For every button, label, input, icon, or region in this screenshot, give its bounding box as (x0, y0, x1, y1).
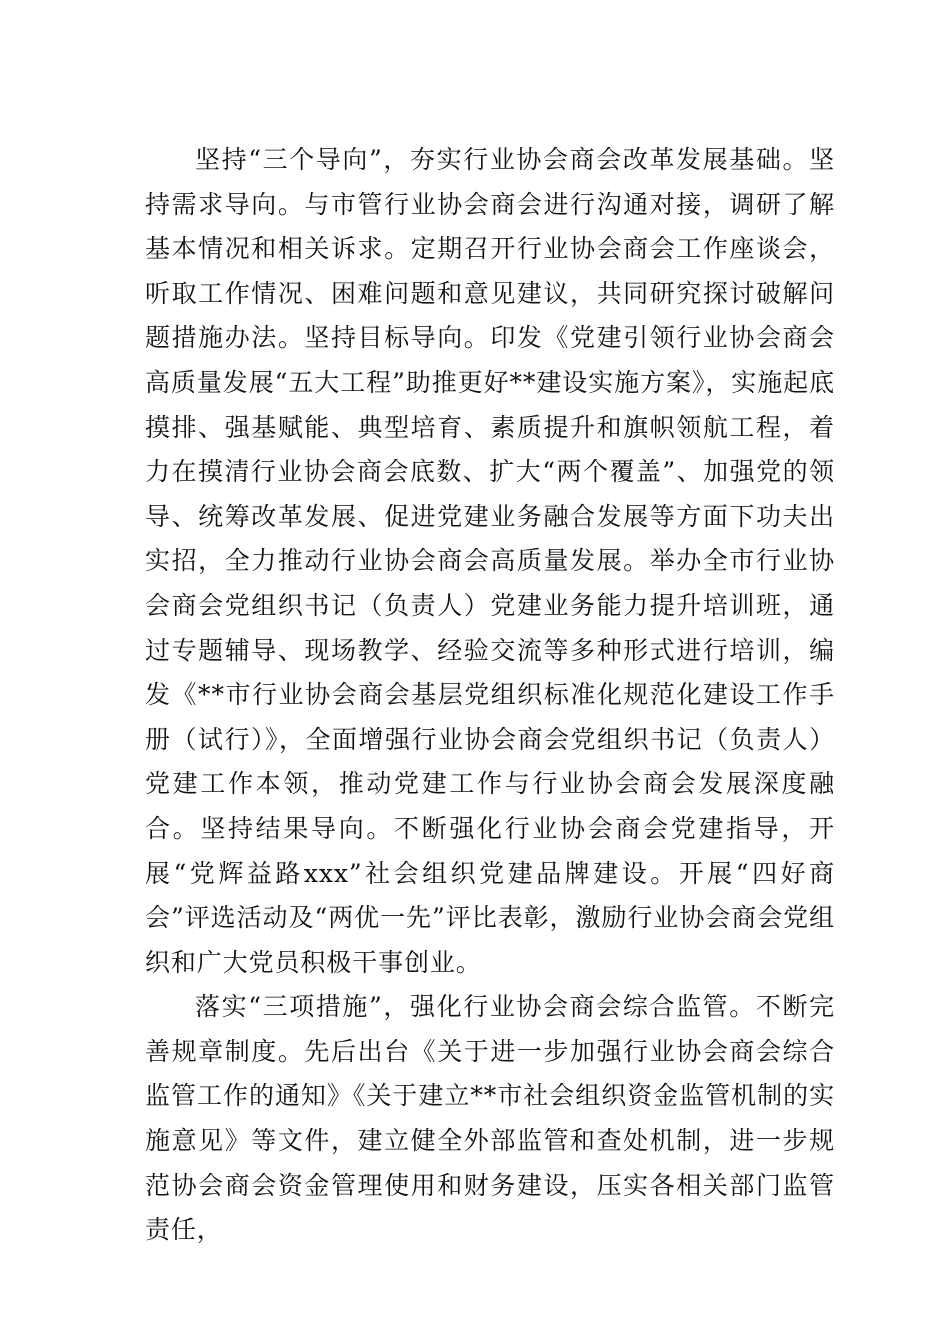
document-body (145, 138, 835, 1253)
paragraph-three-measures: 落实“三项措施”，强化行业协会商会综合监管。不断完善规章制度。先后出台《关于进一步加强行业协会商会综合监管工作的通知》《关于建立**市社会组织资金监管机制的实施意见》等文件，建立健全外部监管和查处机制，进一步规范协会商会资金管理使用和财务建设，压实各相关部门监管责任， (145, 992, 835, 1245)
paragraph-three-orientations: 坚持“三个导向”，夯实行业协会商会改革发展基础。坚持需求导向。与市管行业协会商会进行沟通对接，调研了解基本情况和相关诉求。定期召开行业协会商会工作座谈会，听取工作情况、困难问题和意见建议，共同研究探讨破解问题措施办法。坚持目标导向。印发《党建引领行业协会商会高质量发展“五大工程”助推更好**建设实施方案》，实施起底摸排、强基赋能、典型培育、素质提升和旗帜领航工程，着力在摸清行业协会商会底数、扩大“两个覆盖”、加强党的领导、统筹改革发展、促进党建业务融合发展等方面下功夫出实招，全力推动行业协会商会高质量发展。举办全市行业协会商会党组织书记（负责人）党建业务能力提升培训班，通过专题辅导、现场教学、经验交流等多种形式进行培训，编发《**市行业协会商会基层党组织标准化规范化建设工作手册（试行）》，全面增强行业协会商会党组织书记（负责人）党建工作本领，推动党建工作与行业协会商会发展深度融合。坚持结果导向。不断强化行业协会商会党建指导，开展“党辉益路xxx”社会组织党建品牌建设。开展“四好商会”评选活动及“两优一先”评比表彰，激励行业协会商会党组织和广大党员积极干事创业。 (145, 145, 835, 977)
